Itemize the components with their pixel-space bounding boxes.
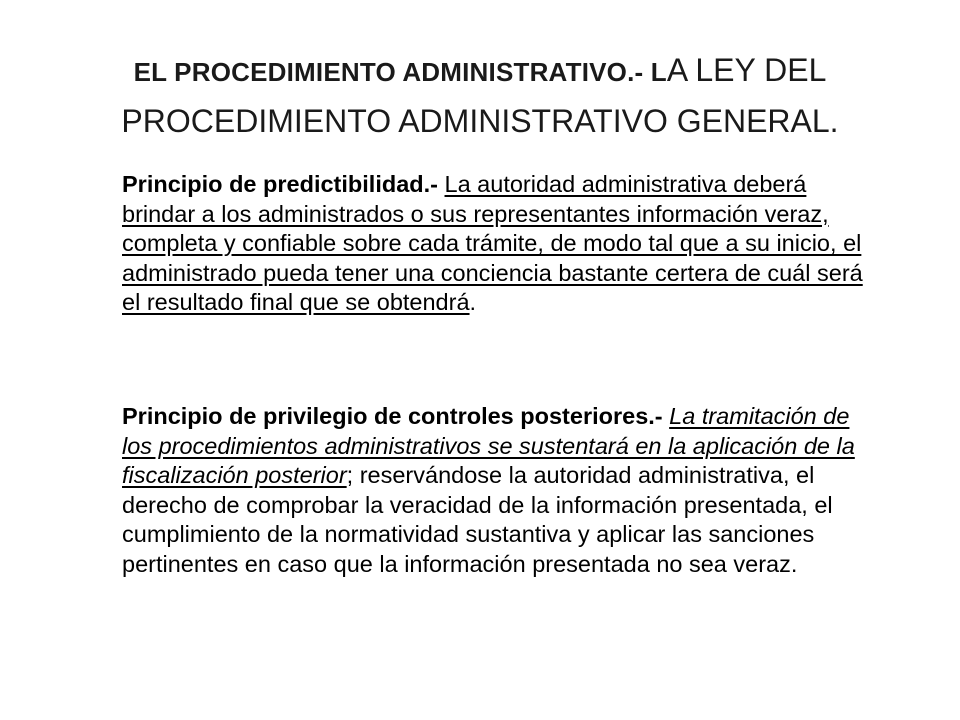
paragraph-heading: Principio de predictibilidad.- — [122, 171, 445, 197]
paragraph-tail-text: . — [469, 289, 477, 315]
paragraph-predictibilidad — [122, 170, 882, 318]
paragraph-heading: Principio de privilegio de controles posteriores.- — [122, 403, 670, 429]
slide-title — [40, 48, 920, 143]
paragraph-tail-text: ; reservándose la autoridad administrativa, el derecho de comprobar la veracidad de la información presentada, el cumplimiento de la normatividad sustantiva y aplicar las sanciones pertinentes en caso que la información presentada no sea veraz. — [122, 462, 833, 577]
title-line2: PROCEDIMIENTO ADMINISTRATIVO GENERAL. — [121, 103, 839, 139]
title-rest-line1: A LEY DEL — [666, 52, 827, 88]
paragraph-controles-posteriores — [122, 402, 882, 579]
paragraph-underlined-text: La autoridad administrativa deberá brindar a los administrados o sus representantes información veraz, completa y confiable sobre cada trámite, de modo tal que a su inicio, el administrado pueda tener una conciencia bastante certera de cuál será el resultado final que se obtendrá — [122, 171, 863, 315]
paragraph-underlined-italic-text: La tramitación de los procedimientos administrativos se sustentará en la aplicación de la fiscalización posterior — [122, 403, 855, 488]
title-bold-part: EL PROCEDIMIENTO ADMINISTRATIVO.- L — [133, 57, 667, 87]
